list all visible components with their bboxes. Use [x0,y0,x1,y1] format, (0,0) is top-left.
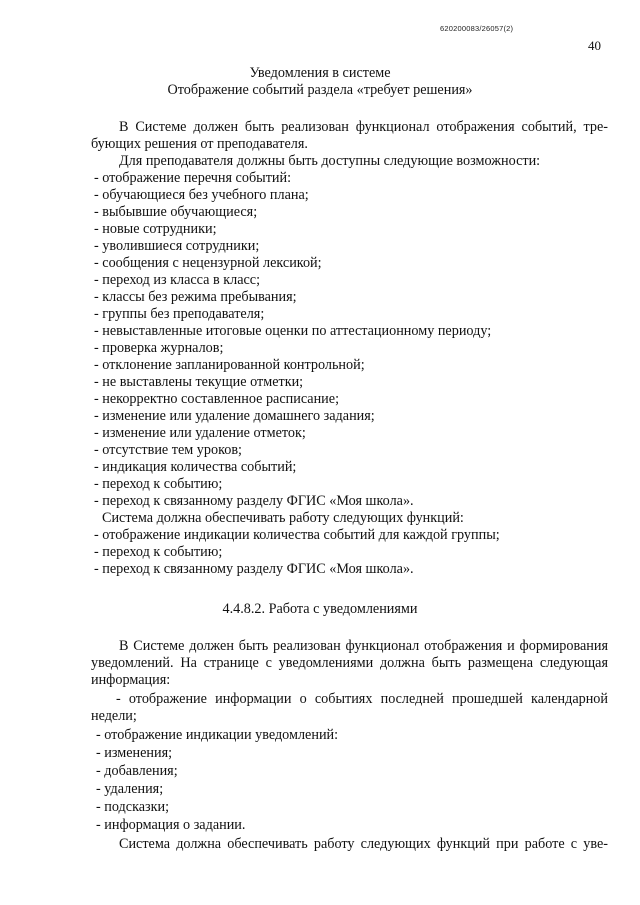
section-subtitle: Отображение событий раздела «требует решения» [167,82,473,98]
list-item: - проверка журналов; [94,340,224,356]
section-title: Уведомления в системе [249,65,391,81]
list-item: - некорректно составленное расписание; [94,391,340,407]
list-item: - группы без преподавателя; [94,306,265,322]
intro-paragraph-line: бующих решения от преподавателя. [91,136,308,152]
list-item: - сообщения с нецензурной лексикой; [94,255,322,271]
sub-list-item: - подсказки; [96,799,170,815]
functions-intro: Система должна обеспечивать работу следующих функций: [102,510,464,526]
list-item: - изменение или удаление домашнего задания; [94,408,375,424]
list-item: - изменение или удаление отметок; [94,425,306,441]
list-item: - отсутствие тем уроков; [94,442,242,458]
function-item: - переход к событию; [94,544,223,560]
list-item: - новые сотрудники; [94,221,217,237]
function-item: - переход к связанному разделу ФГИС «Моя школа». [94,561,414,577]
sub-list-item: - информация о задании. [96,817,246,833]
info-item-continuation: недели; [91,708,137,724]
list-item: - выбывшие обучающиеся; [94,204,258,220]
notifications-paragraph-line: информация: [91,672,171,688]
sub-list-item: - удаления; [96,781,164,797]
info-item: - отображение информации о событиях последней прошедшей календарной [116,691,608,707]
document-id: 620200083/26057(2) [440,24,514,33]
intro-paragraph-line: В Системе должен быть реализован функционал отображения событий, тре- [119,119,608,135]
list-item: - невыставленные итоговые оценки по аттестационному периоду; [94,323,492,339]
function-item: - отображение индикации количества событий для каждой группы; [94,527,500,543]
notifications-paragraph-line: В Системе должен быть реализован функционал отображения и формирования [119,638,608,654]
teacher-capabilities-intro: Для преподавателя должны быть доступны следующие возможности: [119,153,541,169]
list-item: - индикация количества событий; [94,459,297,475]
list-item: - переход из класса в класс; [94,272,261,288]
list-item: - отображение перечня событий: [94,170,292,186]
list-item: - уволившиеся сотрудники; [94,238,260,254]
page-number: 40 [588,38,601,53]
sub-list-item: - добавления; [96,763,178,779]
notifications-paragraph-line: уведомлений. На странице с уведомлениями должна быть размещена следующая [91,655,608,671]
info-item: - отображение индикации уведомлений: [96,727,339,743]
list-item: - переход к событию; [94,476,223,492]
list-item: - обучающиеся без учебного плана; [94,187,309,203]
sub-list-item: - изменения; [96,745,173,761]
list-item: - не выставлены текущие отметки; [94,374,304,390]
list-item: - классы без режима пребывания; [94,289,297,305]
list-item: - отклонение запланированной контрольной; [94,357,365,373]
closing-line: Система должна обеспечивать работу следующих функций при работе с уве- [119,836,608,852]
subsection-heading: 4.4.8.2. Работа с уведомлениями [222,601,418,617]
list-item: - переход к связанному разделу ФГИС «Моя школа». [94,493,414,509]
